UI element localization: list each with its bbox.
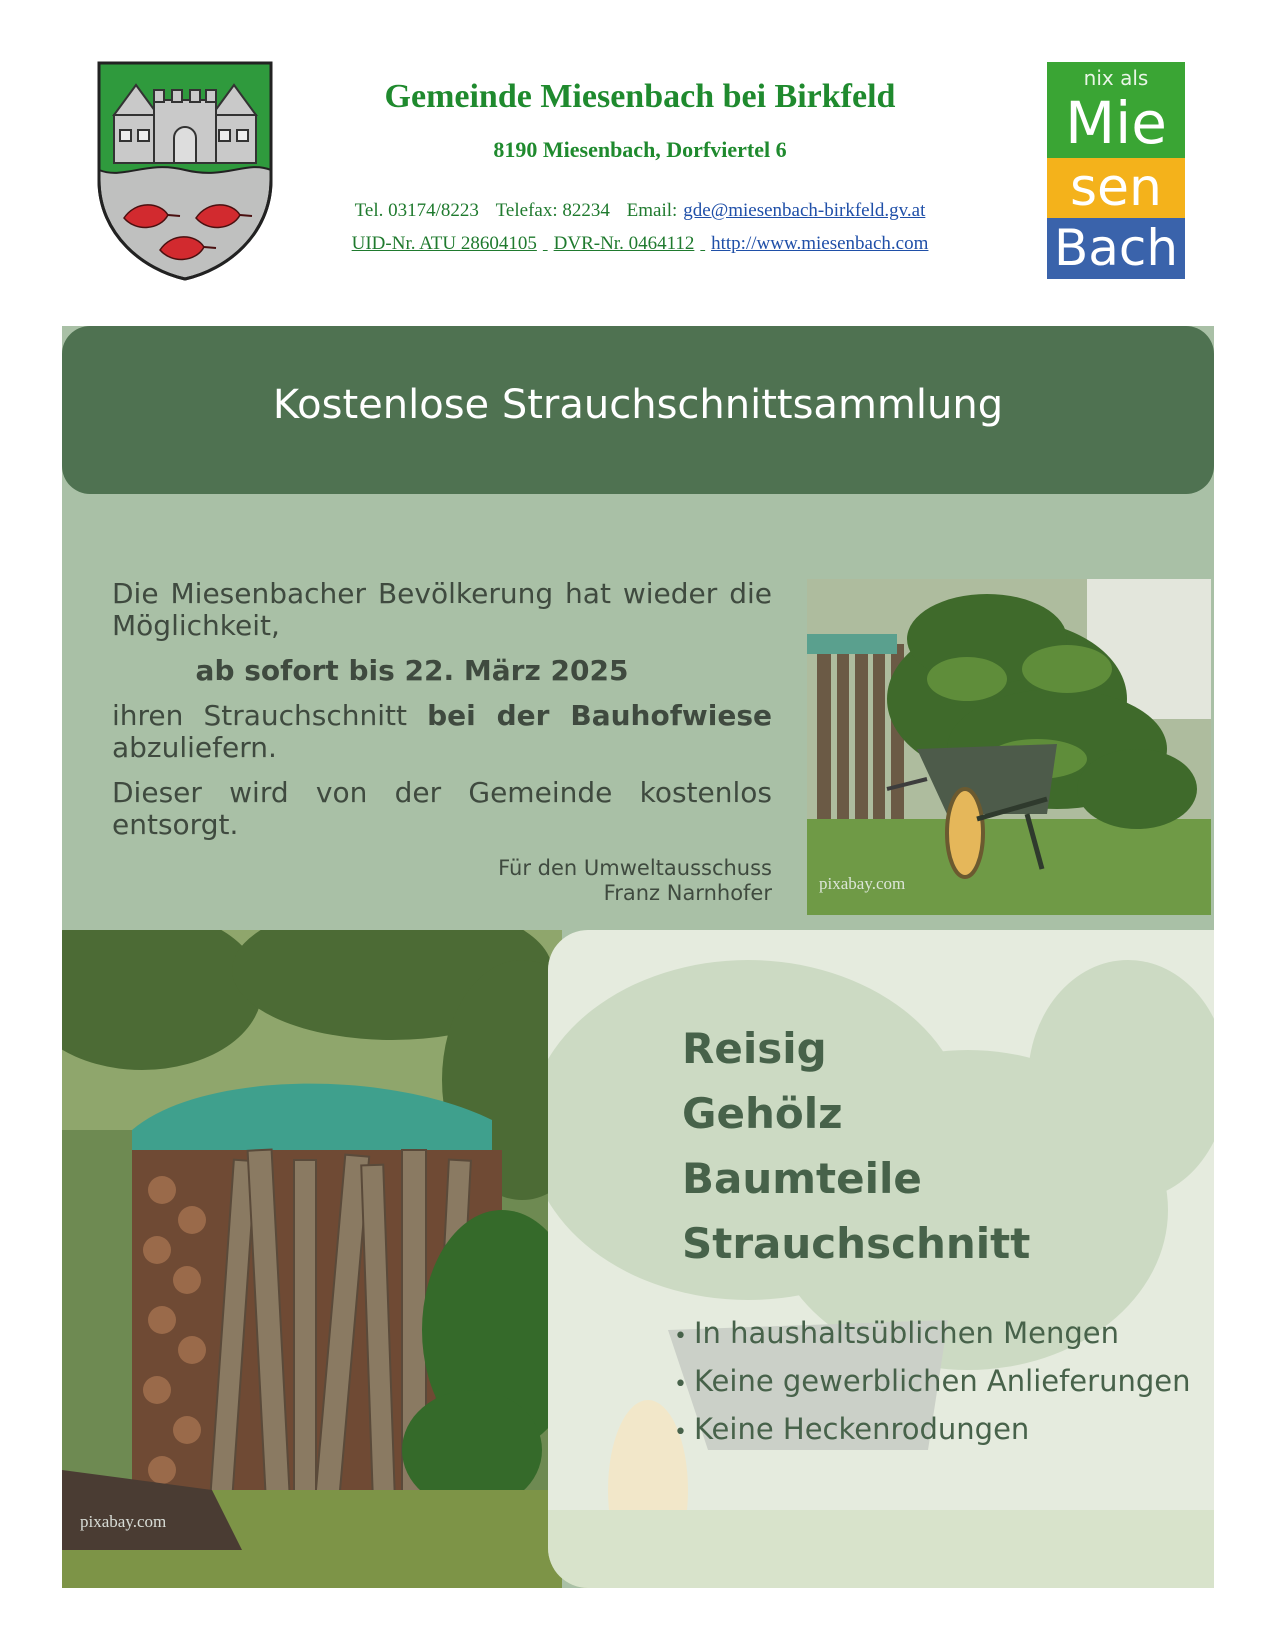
website-link[interactable]: http://www.miesenbach.com xyxy=(711,233,929,254)
collection-period: ab sofort bis 22. März 2025 xyxy=(195,654,629,687)
nix-als-miesenbach-logo xyxy=(1047,62,1185,279)
material-item: Reisig xyxy=(682,1024,827,1073)
intro-2c: abzuliefern. xyxy=(112,731,277,764)
signature xyxy=(312,856,772,906)
contact-line xyxy=(290,200,990,222)
woodpile-illustration xyxy=(62,930,562,1588)
material-item: Gehölz xyxy=(682,1089,843,1138)
title-banner xyxy=(62,326,1214,494)
municipality-address: 8190 Miesenbach, Dorfviertel 6 xyxy=(493,137,787,162)
condition-item: • Keine Heckenrodungen xyxy=(674,1407,1190,1455)
uid-number: UID-Nr. ATU 28604105 xyxy=(351,233,537,254)
poster-title: Kostenlose Strauchschnittsammlung xyxy=(272,382,1004,428)
wheelbarrow-illustration xyxy=(807,579,1211,915)
logo-text-line2: Mie xyxy=(1065,89,1167,157)
intro-paragraph-1: Die Miesenbacher Bevölkerung hat wieder die Möglichkeit, xyxy=(112,577,772,642)
woodpile-photo xyxy=(62,930,562,1588)
logo-text-line3: sen xyxy=(1069,158,1163,218)
material-item: Strauchschnitt xyxy=(682,1219,1031,1268)
phone-number: Tel. 03174/8223 xyxy=(354,200,479,221)
wheelbarrow-photo xyxy=(807,579,1211,915)
signature-line-1: Für den Umweltausschuss xyxy=(498,856,772,880)
photo-credit-2: pixabay.com xyxy=(80,1512,167,1531)
logo-text-line1: nix als xyxy=(1083,66,1149,90)
intro-paragraph-3: Dieser wird von der Gemeinde kostenlos entsorgt. xyxy=(112,776,772,841)
municipal-coat-of-arms xyxy=(96,60,274,282)
materials-list xyxy=(682,1016,1030,1276)
condition-item: • Keine gewerblichen Anlieferungen xyxy=(674,1359,1190,1407)
poster xyxy=(62,326,1214,1588)
material-item: Baumteile xyxy=(682,1154,922,1203)
dvr-number: DVR-Nr. 0464112 xyxy=(553,233,695,254)
intro-text xyxy=(112,578,772,854)
registration-line xyxy=(290,233,990,255)
logo-text-line4: Bach xyxy=(1053,219,1179,277)
intro-paragraph-2 xyxy=(112,700,772,764)
signature-line-2: Franz Narnhofer xyxy=(603,881,772,905)
conditions-list xyxy=(674,1311,1190,1455)
location-highlight: bei der Bauhofwiese xyxy=(427,699,772,732)
fax-number: Telefax: 82234 xyxy=(495,200,610,221)
email-link[interactable]: gde@miesenbach-birkfeld.gv.at xyxy=(683,200,926,221)
municipality-name: Gemeinde Miesenbach bei Birkfeld xyxy=(384,78,896,115)
intro-2a: ihren Strauchschnitt xyxy=(112,699,428,732)
condition-item: • In haushaltsüblichen Mengen xyxy=(674,1311,1190,1359)
email-label: Email: xyxy=(626,200,678,221)
photo-credit-1: pixabay.com xyxy=(819,874,906,893)
